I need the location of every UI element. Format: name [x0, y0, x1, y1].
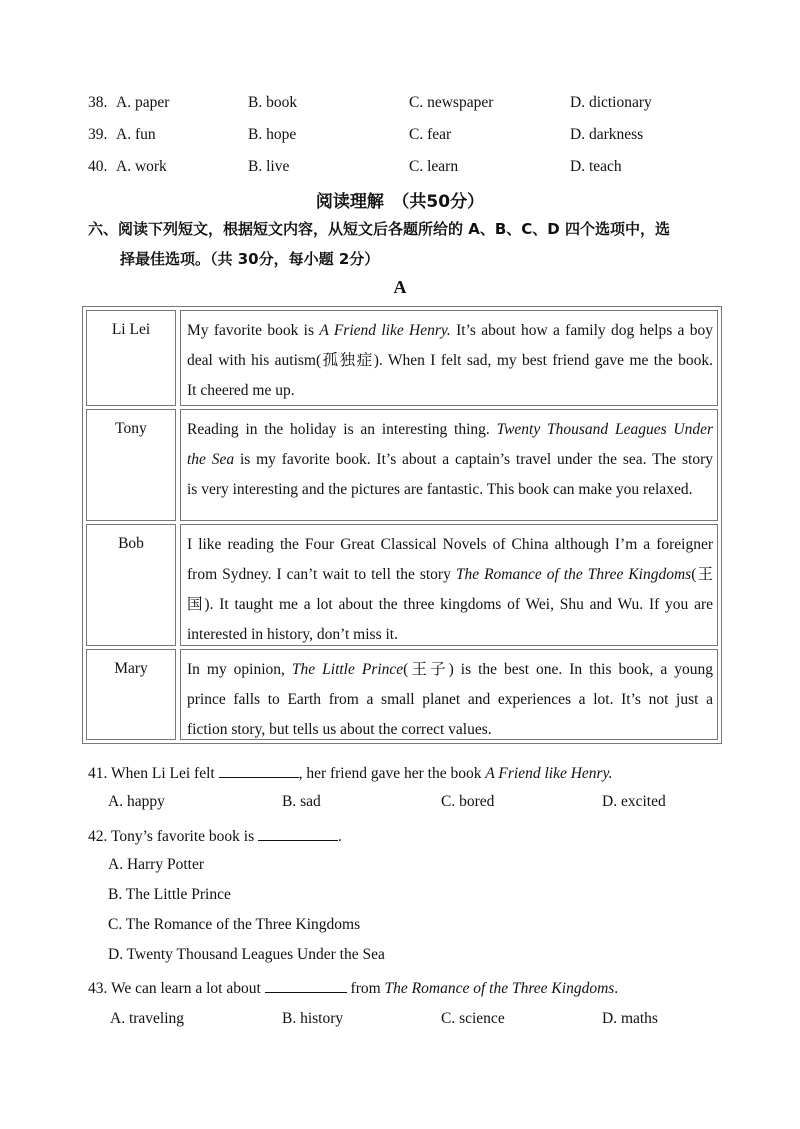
question-43-options [0, 1010, 800, 1034]
option-a: A. Harry Potter [108, 856, 204, 873]
option-d: D. excited [602, 793, 666, 810]
statement-mary [180, 649, 718, 740]
statement-li-lei [180, 310, 718, 406]
text-line: I like reading the Four Great Classical Novels of China although I’m a foreigner [187, 536, 713, 553]
text-line: interested in history, don’t miss it. [187, 626, 398, 643]
option-b: B. live [248, 158, 290, 175]
section-title: 阅读理解 （共50分） [315, 192, 485, 212]
option-d: D. maths [602, 1010, 658, 1027]
option-b: B. hope [248, 126, 297, 143]
option-c: C. fear [409, 126, 452, 143]
option-d: D. dictionary [570, 94, 652, 111]
question-number: 39. [88, 126, 108, 143]
text-line: fiction story, but tells us about the correct values. [187, 721, 492, 738]
question-number: 38. [88, 94, 108, 111]
question-42-stem: 42. Tony’s favorite book is . [88, 828, 342, 845]
text-line: prince falls to Earth from a small planet and experiences a lot. It’s not just a [187, 691, 713, 708]
option-a: A. fun [116, 126, 156, 143]
question-41-options [0, 793, 800, 817]
question-number: 40. [88, 158, 108, 175]
option-a: A. traveling [110, 1010, 185, 1027]
person-name-li-lei: Li Lei [86, 310, 176, 406]
option-d: D. darkness [570, 126, 644, 143]
text-line: is very interesting and the pictures are fantastic. This book can make you relaxed. [187, 481, 693, 498]
question-38-row [0, 94, 800, 118]
option-b: B. The Little Prince [108, 886, 231, 903]
option-d: D. teach [570, 158, 622, 175]
option-a: A. happy [108, 793, 165, 810]
person-name-bob: Bob [86, 524, 176, 646]
option-b: B. book [248, 94, 298, 111]
text-line: deal with his autism(孤独症). When I felt sad, my best friend gave me the book. [187, 352, 713, 369]
section-instruction-line-2: 择最佳选项。（共 30分，每小题 2分） [120, 250, 380, 268]
answer-blank [265, 978, 347, 993]
question-40-row [0, 158, 800, 182]
option-c: C. bored [441, 793, 495, 810]
statement-tony [180, 409, 718, 521]
person-name-mary: Mary [86, 649, 176, 740]
option-c: C. newspaper [409, 94, 494, 111]
text-line: It cheered me up. [187, 382, 295, 399]
person-name-tony: Tony [86, 409, 176, 521]
option-c: C. learn [409, 158, 459, 175]
answer-blank [258, 826, 338, 841]
text-line: the Sea is my favorite book. It’s about a captain’s travel under the sea. The story [187, 451, 713, 468]
passage-table [82, 306, 722, 744]
question-39-row [0, 126, 800, 150]
question-43-stem: 43. We can learn a lot about from The Romance of the Three Kingdoms. [88, 980, 619, 997]
option-c: C. The Romance of the Three Kingdoms [108, 916, 361, 933]
text-line: Reading in the holiday is an interesting thing. Twenty Thousand Leagues Under [187, 421, 714, 438]
answer-blank [219, 763, 299, 778]
text-line: from Sydney. I can’t wait to tell the story The Romance of the Three Kingdoms(王 [187, 566, 713, 583]
option-d: D. Twenty Thousand Leagues Under the Sea [108, 946, 385, 963]
option-a: A. paper [116, 94, 170, 111]
question-41-stem: 41. When Li Lei felt , her friend gave her the book A Friend like Henry. [88, 765, 613, 782]
option-b: B. history [282, 1010, 344, 1027]
passage-label: A [393, 277, 407, 297]
option-b: B. sad [282, 793, 321, 810]
option-c: C. science [441, 1010, 505, 1027]
text-line: In my opinion, The Little Prince(王子) is the best one. In this book, a young [187, 661, 713, 678]
option-a: A. work [116, 158, 167, 175]
text-line: My favorite book is A Friend like Henry. It’s about how a family dog helps a boy [187, 322, 713, 339]
section-instruction-line-1: 六、阅读下列短文，根据短文内容，从短文后各题所给的 A、B、C、D 四个选项中，选 [88, 220, 670, 238]
text-line: 国). It taught me a lot about the three kingdoms of Wei, Shu and Wu. If you are [187, 596, 713, 613]
statement-bob [180, 524, 718, 646]
